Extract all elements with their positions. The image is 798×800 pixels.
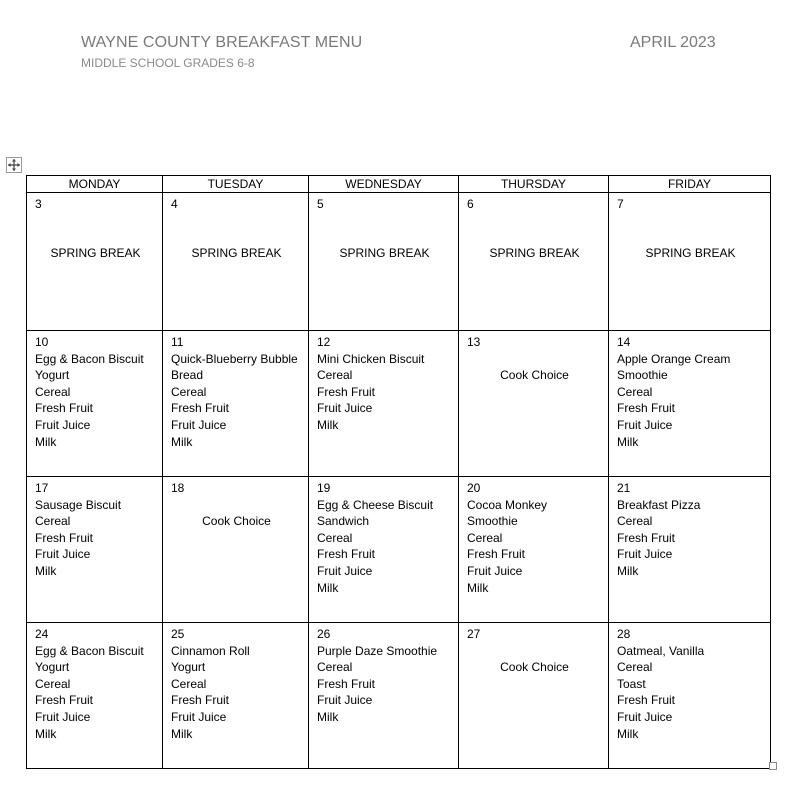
menu-item: Milk	[317, 580, 339, 595]
menu-item: Milk	[35, 563, 57, 578]
menu-title: WAYNE COUNTY BREAKFAST MENU	[81, 34, 363, 51]
menu-item: Fruit Juice	[317, 563, 373, 578]
menu-item: Milk	[171, 726, 193, 741]
cook-choice-label: Cook Choice	[202, 513, 271, 528]
menu-item: Fruit Juice	[317, 693, 373, 708]
spring-break-label: SPRING BREAK	[339, 245, 430, 260]
day-number: 21	[617, 481, 631, 495]
day-number: 19	[317, 481, 331, 495]
day-cell	[27, 331, 163, 477]
day-number: 5	[317, 197, 324, 211]
day-cell	[459, 331, 609, 477]
menu-item: Fresh Fruit	[617, 693, 676, 708]
day-cell	[309, 193, 459, 331]
menu-item: Cereal	[35, 676, 71, 691]
day-cell	[609, 331, 771, 477]
day-number: 18	[171, 481, 185, 495]
weekday-header-tuesday: TUESDAY	[163, 176, 309, 193]
day-cell	[163, 623, 309, 769]
menu-item: Milk	[317, 417, 339, 432]
day-cell	[459, 193, 609, 331]
day-number: 4	[171, 197, 178, 211]
day-cell	[27, 623, 163, 769]
menu-item: Fresh Fruit	[35, 693, 94, 708]
menu-item: Fresh Fruit	[467, 547, 526, 562]
day-number: 13	[467, 335, 481, 349]
menu-item: Egg & Cheese Biscuit	[317, 497, 434, 512]
day-number: 3	[35, 197, 42, 211]
weekday-header-row	[27, 176, 771, 193]
menu-item: Milk	[317, 709, 339, 724]
menu-item: Yogurt	[35, 368, 70, 383]
day-cell	[163, 193, 309, 331]
menu-item: Fruit Juice	[171, 417, 227, 432]
weekday-header-thursday: THURSDAY	[459, 176, 609, 193]
menu-item: Cereal	[317, 368, 353, 383]
menu-item: Yogurt	[35, 660, 70, 675]
day-cell	[27, 193, 163, 331]
day-number: 12	[317, 335, 331, 349]
menu-item: Oatmeal, Vanilla	[617, 643, 705, 658]
weekday-header-monday: MONDAY	[27, 176, 163, 193]
menu-item: Fresh Fruit	[171, 693, 230, 708]
spring-break-label: SPRING BREAK	[645, 245, 736, 260]
menu-item: Egg & Bacon Biscuit	[35, 643, 144, 658]
spring-break-label: SPRING BREAK	[50, 245, 141, 260]
day-cell	[609, 477, 771, 623]
menu-item: Fresh Fruit	[171, 401, 230, 416]
table-move-handle-icon[interactable]	[6, 157, 22, 173]
menu-item: Quick-Blueberry Bubble	[171, 351, 298, 366]
menu-item: Bread	[171, 368, 204, 383]
menu-item: Smoothie	[467, 514, 518, 529]
menu-item: Cereal	[467, 530, 503, 545]
menu-subtitle: MIDDLE SCHOOL GRADES 6-8	[81, 56, 255, 70]
week-row	[27, 331, 771, 477]
day-number: 28	[617, 627, 631, 641]
menu-item: Fruit Juice	[171, 709, 227, 724]
day-number: 17	[35, 481, 49, 495]
menu-item: Apple Orange Cream	[617, 351, 731, 366]
menu-item: Toast	[617, 676, 646, 691]
menu-item: Milk	[467, 580, 489, 595]
day-number: 27	[467, 627, 481, 641]
spring-break-label: SPRING BREAK	[489, 245, 580, 260]
day-cell	[163, 477, 309, 623]
day-cell	[309, 623, 459, 769]
day-number: 10	[35, 335, 49, 349]
menu-item: Fresh Fruit	[317, 384, 376, 399]
day-number: 6	[467, 197, 474, 211]
menu-item: Smoothie	[617, 368, 668, 383]
menu-item: Cereal	[317, 660, 353, 675]
day-cell	[27, 477, 163, 623]
menu-item: Egg & Bacon Biscuit	[35, 351, 144, 366]
week-row	[27, 193, 771, 331]
menu-item: Fruit Juice	[467, 563, 523, 578]
menu-item: Fresh Fruit	[317, 676, 376, 691]
menu-item: Fruit Juice	[617, 417, 673, 432]
menu-item: Cocoa Monkey	[467, 497, 548, 512]
menu-item: Fruit Juice	[617, 547, 673, 562]
breakfast-menu-table	[26, 175, 771, 769]
menu-item: Fruit Juice	[35, 547, 91, 562]
day-cell	[609, 623, 771, 769]
menu-item: Cereal	[617, 660, 653, 675]
day-cell	[459, 623, 609, 769]
day-number: 14	[617, 335, 631, 349]
menu-item: Fresh Fruit	[617, 401, 676, 416]
day-cell	[309, 331, 459, 477]
weekday-header-friday: FRIDAY	[609, 176, 771, 193]
menu-item: Fruit Juice	[35, 417, 91, 432]
menu-item: Milk	[35, 434, 57, 449]
day-number: 20	[467, 481, 481, 495]
table-resize-handle[interactable]	[769, 762, 777, 770]
cook-choice-label: Cook Choice	[500, 367, 569, 382]
menu-item: Milk	[617, 563, 639, 578]
menu-item: Cereal	[617, 384, 653, 399]
menu-item: Cereal	[171, 676, 207, 691]
day-number: 7	[617, 197, 624, 211]
menu-item: Cereal	[171, 384, 207, 399]
day-number: 26	[317, 627, 331, 641]
menu-item: Fresh Fruit	[317, 547, 376, 562]
menu-month: APRIL 2023	[630, 34, 716, 51]
menu-item: Mini Chicken Biscuit	[317, 351, 425, 366]
menu-item: Cereal	[35, 384, 71, 399]
day-cell	[459, 477, 609, 623]
week-row	[27, 477, 771, 623]
day-cell	[163, 331, 309, 477]
cook-choice-label: Cook Choice	[500, 659, 569, 674]
week-row	[27, 623, 771, 769]
day-cell	[309, 477, 459, 623]
menu-item: Fruit Juice	[317, 401, 373, 416]
menu-item: Sandwich	[317, 514, 370, 529]
menu-item: Milk	[171, 434, 193, 449]
menu-item: Fruit Juice	[617, 709, 673, 724]
menu-item: Cereal	[317, 530, 353, 545]
day-cell	[609, 193, 771, 331]
menu-item: Yogurt	[171, 660, 206, 675]
day-number: 11	[171, 335, 184, 349]
weekday-header-wednesday: WEDNESDAY	[309, 176, 459, 193]
day-number: 24	[35, 627, 49, 641]
menu-item: Cereal	[35, 514, 71, 529]
menu-item: Milk	[617, 726, 639, 741]
menu-item: Fresh Fruit	[35, 401, 94, 416]
menu-item: Cinnamon Roll	[171, 643, 250, 658]
spring-break-label: SPRING BREAK	[191, 245, 282, 260]
menu-item: Cereal	[617, 514, 653, 529]
menu-item: Fruit Juice	[35, 709, 91, 724]
menu-item: Breakfast Pizza	[617, 497, 701, 512]
day-number: 25	[171, 627, 185, 641]
menu-item: Milk	[617, 434, 639, 449]
menu-item: Sausage Biscuit	[35, 497, 122, 512]
menu-item: Fresh Fruit	[617, 530, 676, 545]
menu-item: Purple Daze Smoothie	[317, 643, 438, 658]
menu-item: Fresh Fruit	[35, 530, 94, 545]
menu-item: Milk	[35, 726, 57, 741]
